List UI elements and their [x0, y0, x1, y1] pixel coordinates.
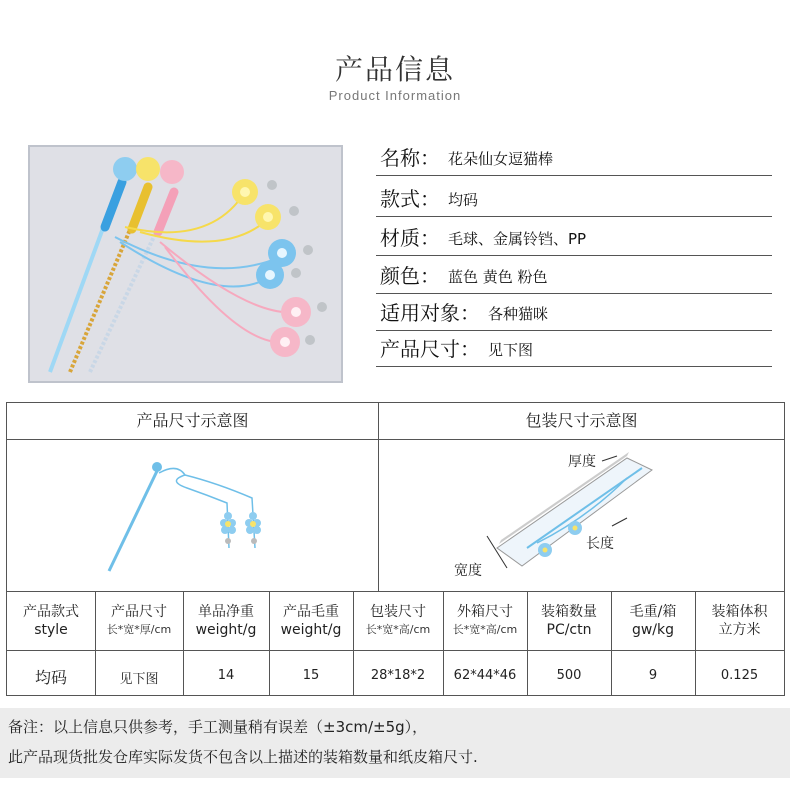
thickness-label: 厚度	[568, 454, 596, 470]
length-label: 长度	[586, 536, 614, 552]
attr-label: 适用对象：	[380, 301, 480, 325]
page-subtitle: Product Information	[328, 88, 462, 103]
table-cell: 0.125	[720, 668, 759, 683]
table-cell: 500	[556, 668, 582, 683]
table-cell: 见下图	[119, 672, 159, 687]
attr-row-target	[376, 295, 772, 331]
col-header-carton-qty: 装箱数量 PC/ctn	[541, 604, 597, 638]
table-cell: 9	[648, 668, 658, 683]
attr-label: 颜色：	[380, 264, 440, 288]
attr-row-material	[376, 220, 772, 256]
attr-row-style	[376, 181, 772, 217]
table-cell: 62*44*46	[453, 668, 517, 683]
attr-value: 见下图	[488, 341, 534, 359]
note-line: 此产品现货批发仓库实际发货不包含以上描述的装箱数量和纸皮箱尺寸.	[8, 748, 478, 766]
table-cell: 28*18*2	[370, 668, 426, 683]
attr-label: 款式：	[380, 187, 440, 211]
product-size-diagram	[97, 453, 277, 578]
attr-row-color	[376, 258, 772, 294]
table-cell: 14	[217, 668, 235, 683]
attr-label: 名称：	[380, 146, 440, 170]
notes-panel	[0, 708, 790, 778]
table-cell: 均码	[34, 668, 67, 687]
product-photo	[28, 145, 343, 383]
spec-table	[6, 402, 785, 696]
attr-label: 产品尺寸：	[380, 337, 480, 361]
attr-value: 各种猫咪	[488, 305, 549, 323]
attr-row-name	[376, 140, 772, 176]
table-cell: 15	[302, 668, 320, 683]
col-header-style: 产品款式 style	[23, 604, 79, 638]
col-header-carton-volume: 装箱体积 立方米	[711, 604, 768, 638]
attr-row-size	[376, 331, 772, 367]
col-header-package-size: 包装尺寸 长*宽*高/cm	[365, 604, 431, 636]
product-diagram-title: 产品尺寸示意图	[7, 403, 378, 440]
attr-value: 蓝色 黄色 粉色	[448, 268, 548, 286]
col-header-gross-weight: 产品毛重 weight/g	[280, 604, 342, 638]
package-diagram-title: 包装尺寸示意图	[379, 403, 784, 440]
cat-teaser-illustration	[30, 147, 341, 381]
attr-label: 材质：	[380, 226, 440, 250]
note-line: 备注：以上信息只供参考，手工测量稍有误差（±3cm/±5g），	[8, 718, 428, 736]
col-header-carton-size: 外箱尺寸 长*宽*高/cm	[452, 604, 518, 636]
attr-value: 毛球、金属铃铛、PP	[448, 230, 587, 248]
col-header-net-weight: 单品净重 weight/g	[195, 604, 257, 638]
col-header-product-size: 产品尺寸 长*宽*厚/cm	[106, 604, 172, 636]
attr-value: 均码	[448, 191, 479, 209]
attr-value: 花朵仙女逗猫棒	[448, 150, 554, 168]
width-label: 宽度	[454, 563, 482, 579]
page-title: 产品信息	[334, 53, 455, 86]
col-header-carton-weight: 毛重/箱 gw/kg	[629, 604, 677, 638]
